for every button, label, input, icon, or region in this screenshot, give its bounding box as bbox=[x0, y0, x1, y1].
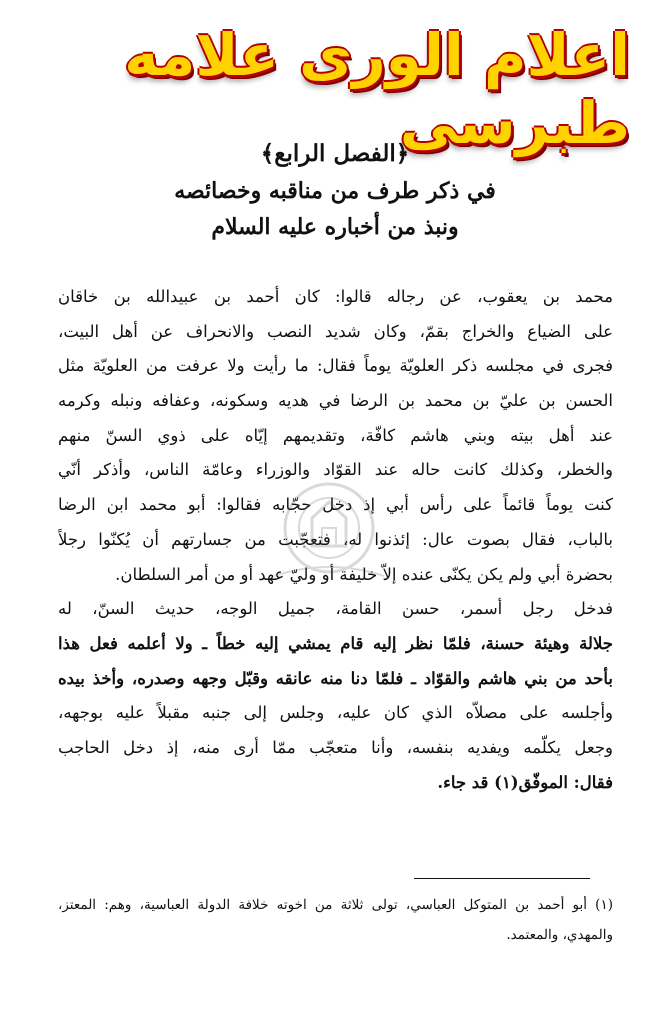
body-line: فدخل رجل أسمر، حسن القامة، جميل الوجه، حديث السنّ، له bbox=[58, 599, 613, 619]
body-line: وجعل يكلّمه ويفديه بنفسه، وأنا متعجّب ممّا أرى منه، إذ دخل الحاجب bbox=[58, 737, 613, 757]
chapter-title: ﴿الفصل الرابع﴾ bbox=[260, 140, 410, 167]
body-line: وأجلسه على مصلاّه الذي كان عليه، وجلس إلى جنبه مقبلاً عليه بوجهه، bbox=[58, 703, 613, 723]
footnote-line: والمهدي، والمعتمد. bbox=[506, 927, 613, 943]
body-line: بحضرة أبي ولم يكن يكنّى عنده إلاّ خليفة أو وليّ عهد أو من أمر السلطان. bbox=[115, 564, 613, 584]
body-line: على الضياع والخراج بقمّ، وكان شديد النصب والانحراف عن أهل البيت، bbox=[58, 321, 613, 341]
body-line: فجرى في مجلسه ذكر العلويّة يوماً فقال: ما رأيت ولا عرفت من العلويّة مثل bbox=[58, 356, 613, 376]
body-line: والخطر، وكذلك كانت حاله عند القوّاد والوزراء وعامّة الناس، وأذكر أنّي bbox=[58, 460, 613, 480]
footnote bbox=[58, 890, 613, 950]
body-line: كنت يوماً قائماً على رأس أبي إذ دخل حجّابه فقالوا: أبو محمد ابن الرضا bbox=[58, 495, 613, 515]
body-line: محمد بن يعقوب، عن رجاله قالوا: كان أحمد بن عبيدالله بن خاقان bbox=[58, 287, 613, 306]
footnote-line: (١) أبو أحمد بن المتوكل العباسي، تولى ثلاثة من اخوته خلافة الدولة العباسية، وهم: المعتز، bbox=[58, 897, 613, 913]
body-line: جلالة وهيئة حسنة، فلمّا نظر إليه قام يمشي إليه خطاً ـ ولا أعلمه فعل هذا bbox=[58, 633, 613, 653]
body-line: بأحد من بني هاشم والقوّاد ـ فلمّا دنا منه عانقه وقبّل وجهه وصدره، وأخذ بيده bbox=[58, 668, 613, 688]
body-line: بالباب، فقال بصوت عال: إئذنوا له، فتعجّبت من جسارتهم أن يُكنّوا رجلاً bbox=[58, 529, 613, 549]
chapter-subtitle-1: في ذكر طرف من مناقبه وخصائصه bbox=[174, 178, 496, 204]
footnote-divider bbox=[414, 878, 590, 879]
body-line: فقال: الموفّق(١) قد جاء. bbox=[437, 772, 613, 792]
banner-title: اعلام الورى علامه طبرسى bbox=[124, 21, 630, 157]
body-line: عند أهل بيته وبني هاشم كافّة، وتقديمهم إيّاه على ذوي السنّ منهم bbox=[58, 425, 613, 445]
chapter-subtitle-2: ونبذ من أخباره عليه السلام bbox=[211, 214, 459, 240]
body-line: الحسن بن عليّ بن محمد بن الرضا في هديه وسكونه، وعفافه ونبله وكرمه bbox=[58, 391, 613, 411]
library-seal-icon bbox=[254, 466, 404, 596]
